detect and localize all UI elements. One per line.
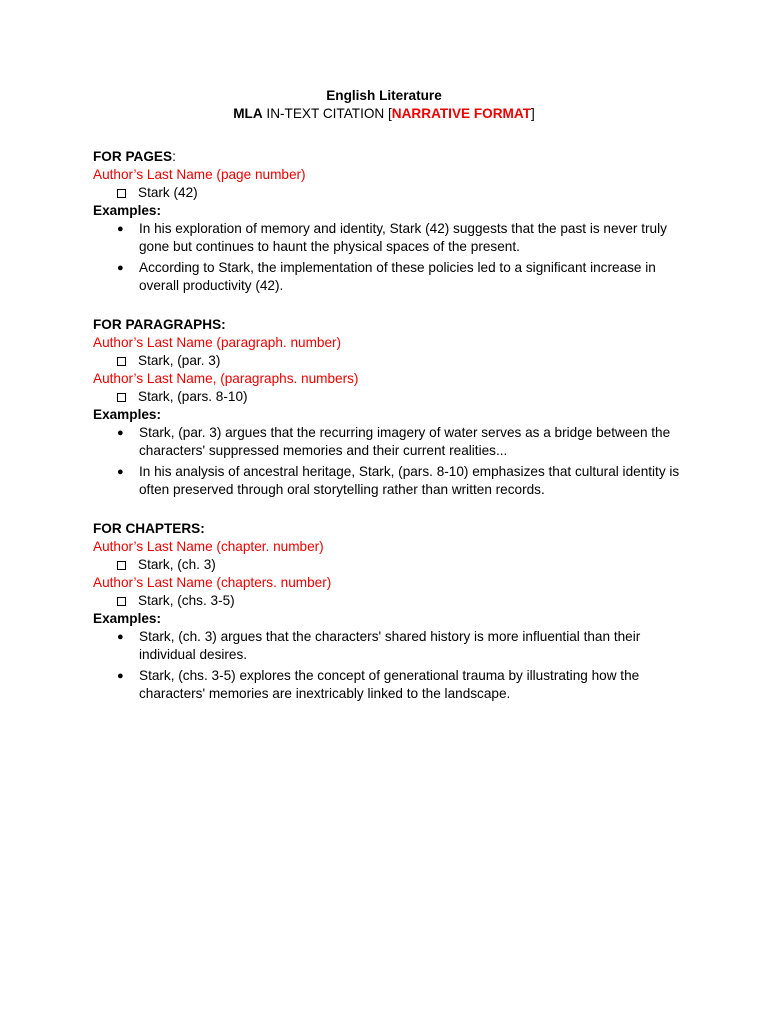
format-rule: Author’s Last Name (page number) xyxy=(93,167,306,182)
section-heading: FOR PARAGRAPHS: xyxy=(93,317,226,332)
bullet-icon: ● xyxy=(117,466,124,478)
checkbox-icon xyxy=(117,561,126,570)
examples-list xyxy=(93,628,683,703)
format-rule: Author’s Last Name (chapters. number) xyxy=(93,575,332,590)
format-sample: Stark (42) xyxy=(93,184,683,202)
section-paragraphs xyxy=(93,316,683,499)
checkbox-icon xyxy=(117,189,126,198)
format-sample: Stark, (par. 3) xyxy=(93,352,683,370)
list-item: ● Stark, (ch. 3) argues that the characters' shared history is more influential than their individual desires. xyxy=(117,629,641,662)
format-sample: Stark, (ch. 3) xyxy=(93,556,683,574)
document-subtitle xyxy=(0,105,768,123)
checkbox-icon xyxy=(117,597,126,606)
document-header xyxy=(0,87,768,123)
examples-label: Examples: xyxy=(93,611,162,626)
bullet-icon: ● xyxy=(117,223,124,235)
subtitle-end: ] xyxy=(531,106,535,121)
checkbox-icon xyxy=(117,393,126,402)
examples-label: Examples: xyxy=(93,203,162,218)
format-rule: Author’s Last Name (chapter. number) xyxy=(93,539,324,554)
section-chapters xyxy=(93,520,683,703)
checkbox-icon xyxy=(117,357,126,366)
document-body xyxy=(93,148,683,706)
format-rule: Author’s Last Name, (paragraphs. numbers) xyxy=(93,371,359,386)
format-rule: Author’s Last Name (paragraph. number) xyxy=(93,335,342,350)
section-heading: FOR CHAPTERS: xyxy=(93,521,205,536)
bullet-icon: ● xyxy=(117,670,124,682)
list-item: ● In his analysis of ancestral heritage, Stark, (pars. 8-10) emphasizes that cultural identity is often preserved through oral storytelling rather than written records. xyxy=(117,464,680,497)
list-item: ● In his exploration of memory and identity, Stark (42) suggests that the past is never truly gone but continues to haunt the physical spaces of the present. xyxy=(117,221,667,254)
subtitle-mla: MLA xyxy=(233,106,263,121)
list-item: ● Stark, (chs. 3-5) explores the concept of generational trauma by illustrating how the characters' memories are inextricably linked to the landscape. xyxy=(117,668,640,701)
format-sample: Stark, (chs. 3-5) xyxy=(93,592,683,610)
examples-label: Examples: xyxy=(93,407,162,422)
bullet-icon: ● xyxy=(117,262,124,274)
bullet-icon: ● xyxy=(117,427,124,439)
document-title: English Literature xyxy=(326,88,442,103)
section-pages xyxy=(93,148,683,295)
section-heading: FOR PAGES: xyxy=(93,149,176,164)
subtitle-citation: IN-TEXT CITATION [ xyxy=(262,106,392,121)
subtitle-format: NARRATIVE FORMAT xyxy=(391,106,531,121)
list-item: ● Stark, (par. 3) argues that the recurring imagery of water serves as a bridge between the characters' suppressed memories and their current realities... xyxy=(117,425,671,458)
bullet-icon: ● xyxy=(117,631,124,643)
examples-list xyxy=(93,424,683,499)
examples-list xyxy=(93,220,683,295)
format-sample: Stark, (pars. 8-10) xyxy=(93,388,683,406)
list-item: ● According to Stark, the implementation of these policies led to a significant increase in overall productivity (42). xyxy=(117,260,656,293)
